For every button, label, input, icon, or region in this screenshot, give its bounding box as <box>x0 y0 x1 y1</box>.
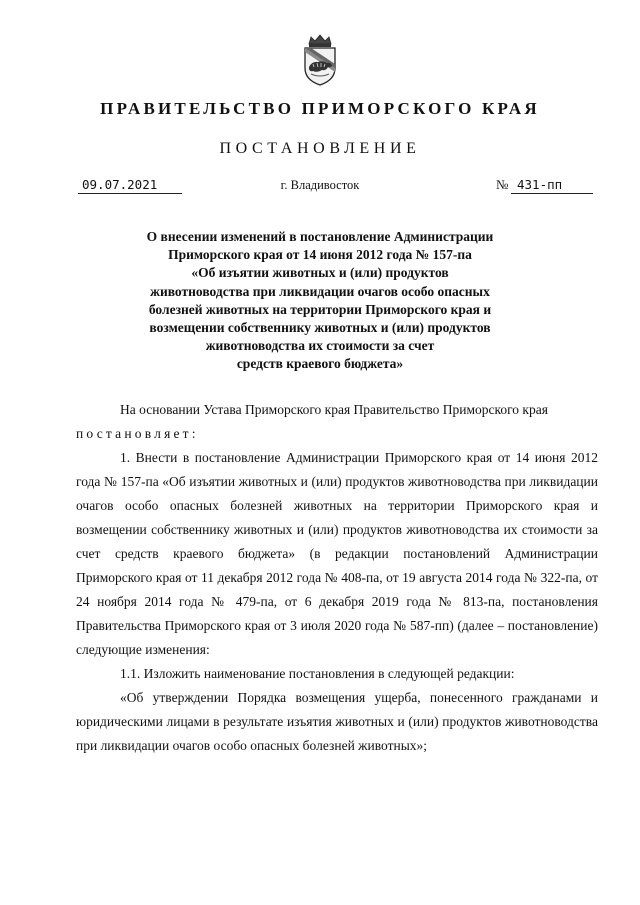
heading-line: средств краевого бюджета» <box>236 356 404 372</box>
heading-line: болезней животных на территории Приморского края и <box>148 301 492 317</box>
document-city: г. Владивосток <box>280 178 360 192</box>
document-meta-row <box>0 177 640 199</box>
document-heading <box>110 228 530 374</box>
quoted-title-paragraph: «Об утверждении Порядка возмещения ущерба, понесенного гражданами и юридическими лицами в результате изъятия животных и (или) продуктов животноводства при ликвидации очагов особо опасных болезней животных»; <box>76 690 598 753</box>
document-date: 09.07.2021 <box>78 177 182 194</box>
document-body <box>76 398 598 758</box>
heading-line: животноводства их стоимости за счет <box>205 338 435 354</box>
item-1-paragraph: 1. Внести в постановление Администрации Приморского края от 14 июня 2012 года № 157-па «Об изъятии животных и (или) продуктов животноводства при ликвидации очагов особо опасных болезней животных на территории Приморского края и возмещении собственнику животных и (или) продуктов животноводства их стоимости за счет средств краевого бюджета» (в редакции постановлений Администрации Приморского края от 11 декабря 2012 года № 408-па, от 19 августа 2014 года № 322-па, от 24 ноября 2014 года № 479-па, от 6 декабря 2019 года № 813-па, постановления Правительства Приморского края от 3 июля 2020 года № 587-пп) (далее – постановление) следующие изменения: <box>76 450 598 657</box>
heading-line: Приморского края от 14 июня 2012 года № 157-па <box>168 247 472 263</box>
primorsky-krai-coat-of-arms-icon <box>299 34 341 86</box>
heading-line: возмещении собственнику животных и (или) продуктов <box>149 320 491 336</box>
heading-line: О внесении изменений в постановление Администрации <box>146 229 494 244</box>
document-type: ПОСТАНОВЛЕНИЕ <box>219 140 421 157</box>
intro-paragraph: На основании Устава Приморского края Правительство Приморского края <box>120 402 548 417</box>
heading-line: «Об изъятии животных и (или) продуктов <box>191 265 449 281</box>
document-number: 431-пп <box>511 177 593 194</box>
government-title: ПРАВИТЕЛЬСТВО ПРИМОРСКОГО КРАЯ <box>100 99 540 118</box>
heading-line: животноводства при ликвидации очагов особо опасных <box>150 283 490 299</box>
item-1-1-paragraph: 1.1. Изложить наименование постановления в следующей редакции: <box>120 666 515 681</box>
resolves-paragraph: постановляет: <box>76 426 199 441</box>
number-sign: № <box>496 177 509 192</box>
